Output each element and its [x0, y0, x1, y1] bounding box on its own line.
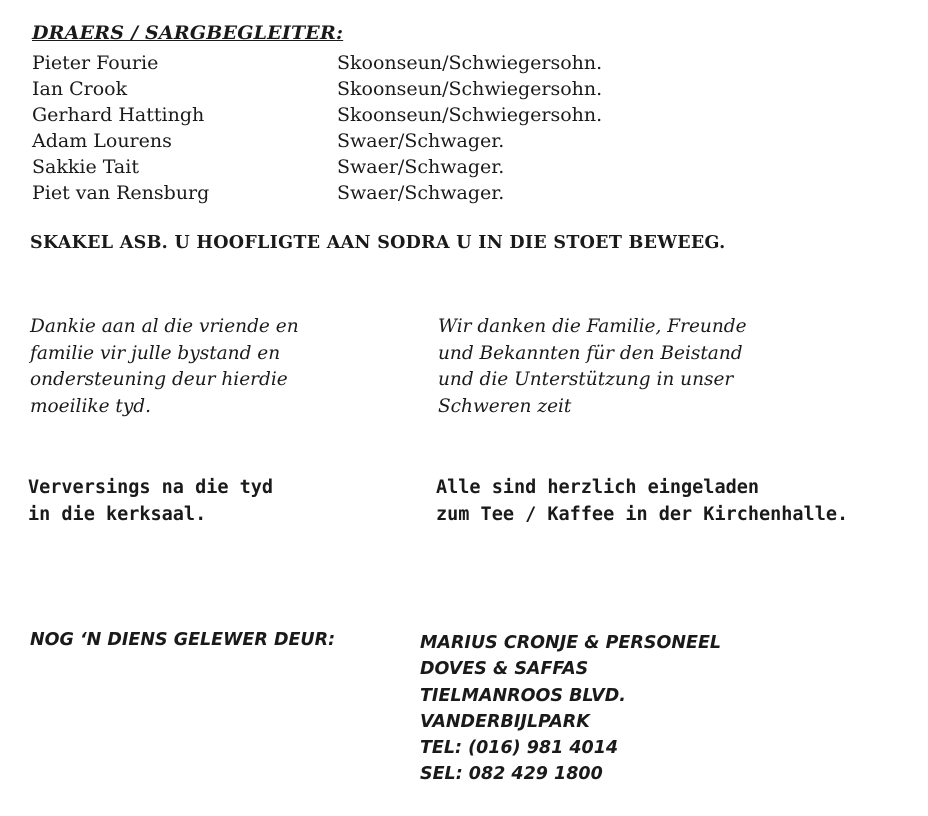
- bearers-heading: DRAERS / SARGBEGLEITER:: [32, 22, 344, 44]
- bearers-list: [32, 50, 672, 206]
- bearer-row: [32, 180, 672, 206]
- service-provider-line: VANDERBIJLPARK: [420, 711, 590, 732]
- bearer-name: Piet van Rensburg: [32, 182, 210, 204]
- thanks-german: [438, 314, 908, 420]
- refreshments-afrikaans: [28, 474, 273, 528]
- bearer-row: [32, 76, 672, 102]
- service-label: NOG ‘N DIENS GELEWER DEUR:: [30, 630, 336, 650]
- bearer-relation: Skoonseun/Schwiegersohn.: [337, 78, 603, 100]
- service-cell: SEL: 082 429 1800: [420, 764, 603, 785]
- refreshments-de-line: Alle sind herzlich eingeladen: [436, 477, 760, 498]
- bearer-row: [32, 102, 672, 128]
- thanks-af-line: Dankie aan al die vriende en: [30, 316, 299, 337]
- bearer-relation: Swaer/Schwager.: [337, 182, 505, 204]
- thanks-de-line: und die Unterstützung in unser: [438, 369, 734, 390]
- bearer-name: Adam Lourens: [32, 130, 172, 152]
- service-provider: [420, 630, 721, 788]
- service-provider-line: TIELMANROOS BLVD.: [420, 685, 626, 706]
- bearer-relation: Swaer/Schwager.: [337, 156, 505, 178]
- bearer-relation: Swaer/Schwager.: [337, 130, 505, 152]
- bearer-relation: Skoonseun/Schwiegersohn.: [337, 104, 603, 126]
- bearer-name: Sakkie Tait: [32, 156, 139, 178]
- thanks-de-line: und Bekannten für den Beistand: [438, 342, 743, 364]
- refreshments-af-line: in die kerksaal.: [28, 504, 207, 525]
- bearer-name: Ian Crook: [32, 78, 128, 100]
- thanks-af-line: familie vir julle bystand en: [30, 342, 281, 364]
- bearer-name: Gerhard Hattingh: [32, 104, 205, 126]
- thanks-af-line: moeilike tyd.: [30, 395, 152, 417]
- bearer-name: Pieter Fourie: [32, 52, 159, 74]
- refreshments-af-line: Verversings na die tyd: [28, 477, 274, 498]
- bearer-row: [32, 50, 672, 76]
- refreshments-german: [436, 474, 848, 528]
- service-provider-line: DOVES & SAFFAS: [420, 659, 589, 680]
- bearer-row: [32, 154, 672, 180]
- service-provider-line: MARIUS CRONJE & PERSONEEL: [420, 633, 722, 653]
- headlights-notice: SKAKEL ASB. U HOOFLIGTE AAN SODRA U IN DIE STOET BEWEEG.: [30, 233, 726, 253]
- thanks-afrikaans: [30, 314, 410, 420]
- thanks-de-line: Wir danken die Familie, Freunde: [438, 316, 747, 337]
- refreshments-de-line: zum Tee / Kaffee in der Kirchenhalle.: [436, 504, 849, 525]
- thanks-af-line: ondersteuning deur hierdie: [30, 369, 288, 390]
- service-phone: TEL: (016) 981 4014: [420, 738, 619, 759]
- bearer-relation: Skoonseun/Schwiegersohn.: [337, 52, 603, 74]
- bearer-row: [32, 128, 672, 154]
- thanks-de-line: Schweren zeit: [438, 395, 572, 417]
